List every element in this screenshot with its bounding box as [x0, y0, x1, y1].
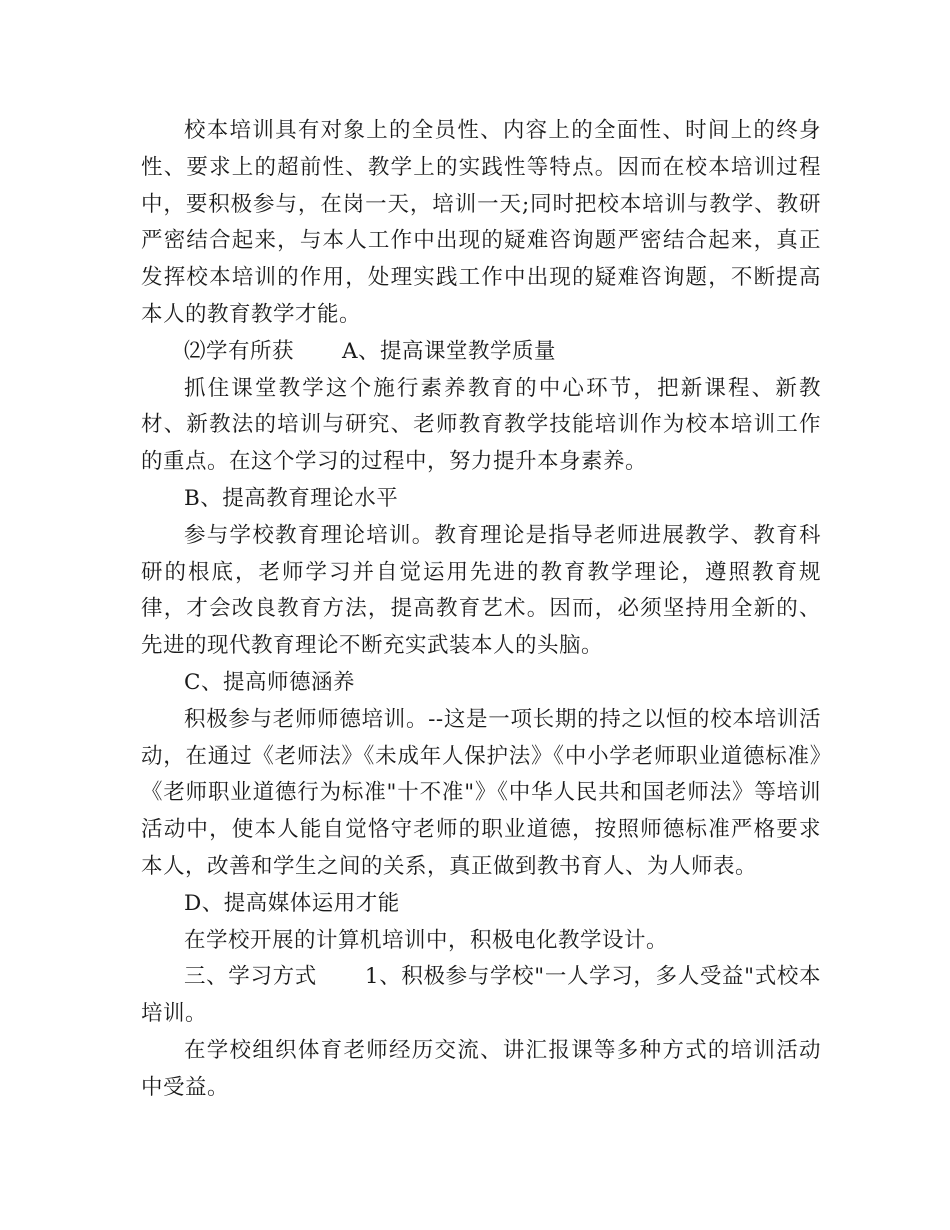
paragraph-label: ⑵学有所获	[184, 338, 295, 364]
paragraph-11	[141, 1033, 821, 1107]
paragraph-text: 在学校组织体育老师经历交流、讲汇报课等多种方式的培训活动中受益。	[141, 1037, 821, 1100]
paragraph-9	[141, 923, 821, 960]
paragraph-8	[141, 886, 821, 923]
paragraph-text: 积极参与老师师德培训。--这是一项长期的持之以恒的校本培训活动，在通过《老师法》《未成年人保护法》《中小学老师职业道德标准》《老师职业道德行为标准"十不准"》《中华人民共和国老师法》等培训活动中，使本人能自觉恪守老师的职业道德，按照师德标准严格要求本人，改善和学生之间的关系，真正做到教书育人、为人师表。	[141, 706, 821, 879]
paragraph-5	[141, 518, 821, 665]
paragraph-6	[141, 665, 821, 702]
paragraph-text: D、提高媒体运用才能	[184, 890, 400, 916]
paragraph-text: A、提高课堂教学质量	[342, 338, 557, 364]
paragraph-text: 校本培训具有对象上的全员性、内容上的全面性、时间上的终身性、要求上的超前性、教学上的实践性等特点。因而在校本培训过程中，要积极参与，在岗一天，培训一天;同时把校本培训与教学、教研严密结合起来，与本人工作中出现的疑难咨询题严密结合起来，真正发挥校本培训的作用，处理实践工作中出现的疑难咨询题，不断提高本人的教育教学才能。	[141, 118, 821, 327]
paragraph-2	[141, 334, 821, 371]
document-page	[141, 113, 821, 1107]
paragraph-1	[141, 113, 821, 334]
paragraph-text: 1、积极参与学校"一人学习，多人受益"式校本培训。	[141, 964, 821, 1027]
paragraph-text: B、提高教育理论水平	[184, 485, 399, 511]
paragraph-text: 抓住课堂教学这个施行素养教育的中心环节，把新课程、新教材、新教法的培训与研究、老师教育教学技能培训作为校本培训工作的重点。在这个学习的过程中，努力提升本身素养。	[141, 375, 821, 475]
paragraph-text: C、提高师德涵养	[184, 669, 355, 695]
paragraph-text: 参与学校教育理论培训。教育理论是指导老师进展教学、教育科研的根底，老师学习并自觉运用先进的教育教学理论，遵照教育规律，才会改良教育方法，提高教育艺术。因而，必须坚持用全新的、先进的现代教育理论不断充实武装本人的头脑。	[141, 522, 821, 659]
paragraph-10	[141, 959, 821, 1033]
paragraph-4	[141, 481, 821, 518]
paragraph-label: 三、学习方式	[184, 964, 317, 990]
paragraph-7	[141, 702, 821, 886]
paragraph-text: 在学校开展的计算机培训中，积极电化教学设计。	[184, 927, 669, 953]
paragraph-3	[141, 371, 821, 481]
